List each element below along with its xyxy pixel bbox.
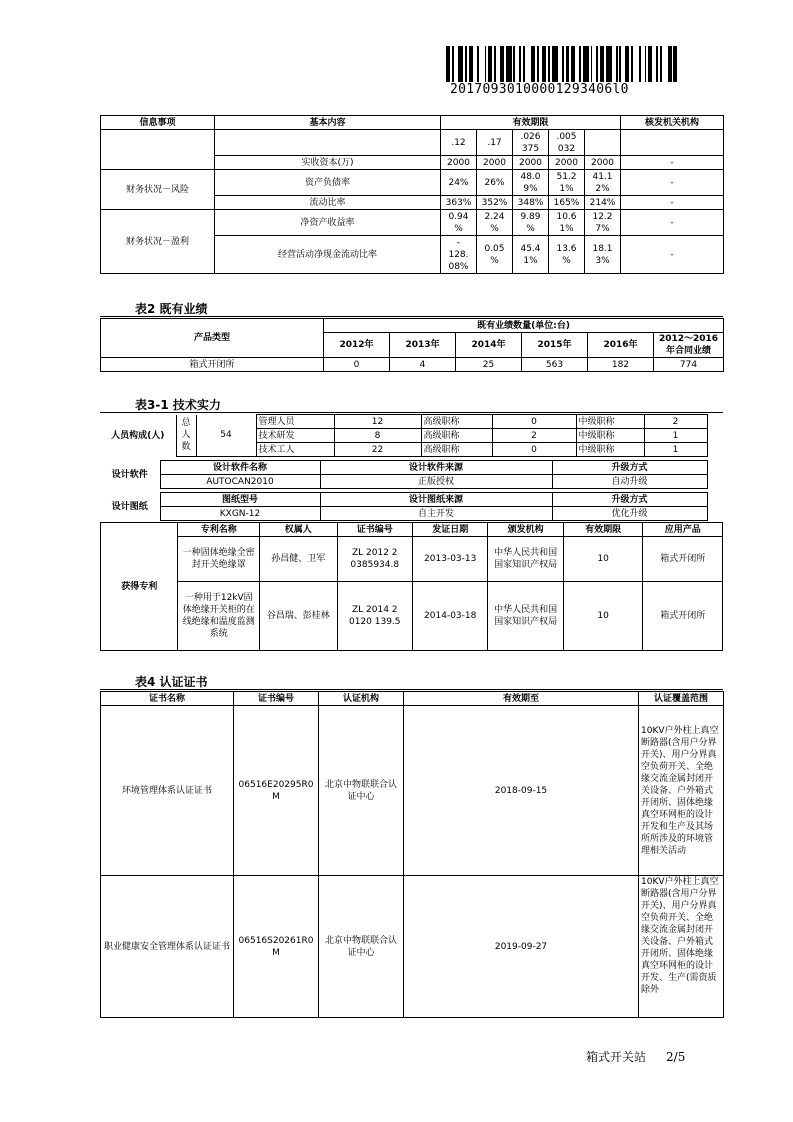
mid-count: 2 (644, 415, 707, 429)
cert-name: 环境管理体系认证证书 (101, 706, 234, 876)
staff-count: 12 (334, 415, 421, 429)
product-name: 箱式开闭所 (101, 358, 324, 372)
cert-no: 06516S20261R0M (234, 876, 319, 1018)
value-cell: 18.1 3% (585, 236, 621, 274)
row-label: 经营活动净现金流动比率 (215, 236, 441, 274)
software-h3: 升级方式 (552, 461, 707, 475)
content-cell (215, 130, 441, 156)
mid-count: 1 (644, 429, 707, 443)
table4-rule (100, 689, 723, 690)
financial-table (100, 115, 724, 274)
year-cell (585, 130, 621, 156)
year-header: 2014年 (456, 333, 522, 358)
group-header: 既有业绩数量(单位:台) (324, 319, 724, 333)
patent-header: 发证日期 (412, 523, 487, 537)
value-cell: 51.2 1% (549, 170, 585, 196)
value-cell: 0.94 % (441, 210, 477, 236)
page-footer (586, 1048, 685, 1065)
table2-rule (100, 316, 723, 317)
value-cell: 41.1 2% (585, 170, 621, 196)
row-label: 资产负债率 (215, 170, 441, 196)
year-header: 2013年 (390, 333, 456, 358)
value-cell: 45.4 1% (513, 236, 549, 274)
cert-org: 北京中物联联合认证中心 (319, 706, 404, 876)
software-v3: 自动升级 (552, 475, 707, 489)
value-cell: 0.05 % (477, 236, 513, 274)
staff-label: 人员构成(人) (111, 430, 165, 441)
total-header: 2012～2016年合同业绩 (654, 333, 724, 358)
software-h2: 设计软件来源 (320, 461, 552, 475)
patent-date: 2014-03-18 (412, 582, 487, 651)
patent-header: 证书编号 (337, 523, 412, 537)
mid-label: 中级职称 (576, 415, 644, 429)
table3-rule (100, 412, 723, 413)
value-cell: 10.6 1% (549, 210, 585, 236)
page-number: 2/5 (666, 1050, 686, 1064)
row-label: 流动比率 (215, 196, 441, 210)
row-label: 净资产收益率 (215, 210, 441, 236)
patent-no: ZL 2014 2 0120 139.5 (337, 582, 412, 651)
patents-label: 获得专利 (101, 523, 178, 651)
patent-owner: 谷昌瑞、彭桂林 (260, 582, 337, 651)
year-header: 2016年 (588, 333, 654, 358)
org-cell (621, 130, 724, 156)
barcode-gap (677, 46, 679, 82)
patent-header: 有效期限 (563, 523, 643, 537)
patent-product: 箱式开闭所 (643, 537, 723, 582)
staff-total-label: 总 人 数 (176, 415, 196, 457)
header-org: 核发机关机构 (621, 116, 724, 130)
patent-owner: 孙昌健、卫军 (260, 537, 337, 582)
org-cell: - (621, 170, 724, 196)
org-cell: - (621, 236, 724, 274)
value-cell: 2000 (441, 156, 477, 170)
software-h1: 设计软件名称 (160, 461, 320, 475)
value-cell: 348% (513, 196, 549, 210)
drawing-table (100, 492, 708, 521)
org-cell: - (621, 210, 724, 236)
cert-header: 有效期至 (404, 692, 639, 706)
cert-header: 认证机构 (319, 692, 404, 706)
cert-scope: 10KV户外柱上真空断路器(含用户分界开关)、用户分界真空负荷开关、全绝缘交流金属封闭开关设备、户外箱式开闭所、固体绝缘真空环网柜的设计开发、生产(需资质除外 (639, 876, 724, 1018)
staff-table (100, 414, 708, 457)
org-cell: - (621, 156, 724, 170)
cert-no: 06516E20295R0M (234, 706, 319, 876)
drawing-v2: 自主开发 (320, 507, 552, 521)
cert-date: 2019-09-27 (404, 876, 639, 1018)
value-cell: 2000 (585, 156, 621, 170)
value-cell: 182 (588, 358, 654, 372)
cert-org: 北京中物联联合认证中心 (319, 876, 404, 1018)
software-table (100, 460, 708, 489)
year-cell: .005 032 (549, 130, 585, 156)
footer-label: 箱式开关站 (586, 1050, 647, 1064)
performance-table (100, 318, 724, 372)
year-cell: .026 375 (513, 130, 549, 156)
header-item: 信息事项 (101, 116, 215, 130)
table3-title: 表3-1 技术实力 (135, 398, 221, 412)
value-cell: 24% (441, 170, 477, 196)
row-item: 财务状况－风险 (101, 170, 215, 210)
value-cell: 774 (654, 358, 724, 372)
value-cell: 4 (390, 358, 456, 372)
cert-date: 2018-09-15 (404, 706, 639, 876)
value-cell: 2.24 % (477, 210, 513, 236)
patent-name: 一种固体绝缘全密封开关绝缘罩 (178, 537, 260, 582)
value-cell: 352% (477, 196, 513, 210)
mid-label: 中级职称 (576, 443, 644, 457)
drawing-h2: 设计图纸来源 (320, 493, 552, 507)
software-v2: 正版授权 (320, 475, 552, 489)
row-label: 实收资本(万) (215, 156, 441, 170)
senior-count: 0 (492, 443, 576, 457)
patent-term: 10 (563, 582, 643, 651)
staff-type: 管理人员 (256, 415, 334, 429)
org-cell: - (621, 196, 724, 210)
patent-header: 权属人 (260, 523, 337, 537)
value-cell: 48.0 9% (513, 170, 549, 196)
staff-total: 54 (196, 415, 256, 457)
row-item: 财务状况－盈利 (101, 210, 215, 274)
value-cell: 165% (549, 196, 585, 210)
year-cell: .17 (477, 130, 513, 156)
value-cell: 12.2 7% (585, 210, 621, 236)
patent-header: 应用产品 (643, 523, 723, 537)
barcode-number: 20170930100001293406l0 (450, 82, 629, 97)
patent-no: ZL 2012 2 0385934.8 (337, 537, 412, 582)
year-header: 2012年 (324, 333, 390, 358)
cert-header: 认证覆盖范围 (639, 692, 724, 706)
patent-org: 中华人民共和国国家知识产权局 (488, 582, 563, 651)
type-header: 产品类型 (101, 319, 324, 358)
value-cell: 0 (324, 358, 390, 372)
patent-product: 箱式开闭所 (643, 582, 723, 651)
year-header: 2015年 (522, 333, 588, 358)
value-cell: 13.6 % (549, 236, 585, 274)
senior-count: 2 (492, 429, 576, 443)
value-cell: 2000 (477, 156, 513, 170)
cert-scope: 10KV户外柱上真空断路器(含用户分界开关)、用户分界真空负荷开关、全绝缘交流金属封闭开关设备、户外箱式开闭所、固体绝缘真空环网柜的设计开发和生产及其场所所涉及的环境管理相关活动 (639, 706, 724, 876)
value-cell: - 128. 08% (441, 236, 477, 274)
table2-title: 表2 既有业绩 (135, 302, 208, 316)
drawing-v3: 优化升级 (552, 507, 707, 521)
senior-label: 高级职称 (421, 415, 492, 429)
table4-title: 表4 认证证书 (135, 675, 208, 689)
value-cell: 2000 (549, 156, 585, 170)
staff-type: 技术工人 (256, 443, 334, 457)
senior-label: 高级职称 (421, 443, 492, 457)
drawing-h3: 升级方式 (552, 493, 707, 507)
header-validity: 有效期限 (441, 116, 621, 130)
value-cell: 2000 (513, 156, 549, 170)
cert-header: 证书名称 (101, 692, 234, 706)
value-cell: 26% (477, 170, 513, 196)
drawing-v1: KXGN-12 (160, 507, 320, 521)
mid-label: 中级职称 (576, 429, 644, 443)
drawing-label: 设计图纸 (111, 501, 148, 512)
item-cell (101, 130, 215, 170)
staff-count: 22 (334, 443, 421, 457)
software-v1: AUTOCAN2010 (160, 475, 320, 489)
staff-count: 8 (334, 429, 421, 443)
patent-name: 一种用于12kV固体绝缘开关柜的在线绝缘和温度监测系统 (178, 582, 260, 651)
value-cell: 9.89 % (513, 210, 549, 236)
senior-count: 0 (492, 415, 576, 429)
patent-date: 2013-03-13 (412, 537, 487, 582)
patent-term: 10 (563, 537, 643, 582)
mid-count: 1 (644, 443, 707, 457)
header-content: 基本内容 (215, 116, 441, 130)
software-label: 设计软件 (111, 469, 148, 480)
year-cell: .12 (441, 130, 477, 156)
cert-table (100, 691, 724, 1018)
value-cell: 363% (441, 196, 477, 210)
patent-header: 颁发机构 (488, 523, 563, 537)
value-cell: 214% (585, 196, 621, 210)
cert-header: 证书编号 (234, 692, 319, 706)
patent-header: 专利名称 (178, 523, 260, 537)
cert-name: 职业健康安全管理体系认证证书 (101, 876, 234, 1018)
drawing-h1: 图纸型号 (160, 493, 320, 507)
patents-table (100, 522, 723, 651)
value-cell: 563 (522, 358, 588, 372)
senior-label: 高级职称 (421, 429, 492, 443)
value-cell: 25 (456, 358, 522, 372)
staff-type: 技术研发 (256, 429, 334, 443)
barcode (446, 46, 680, 82)
patent-org: 中华人民共和国国家知识产权局 (488, 537, 563, 582)
